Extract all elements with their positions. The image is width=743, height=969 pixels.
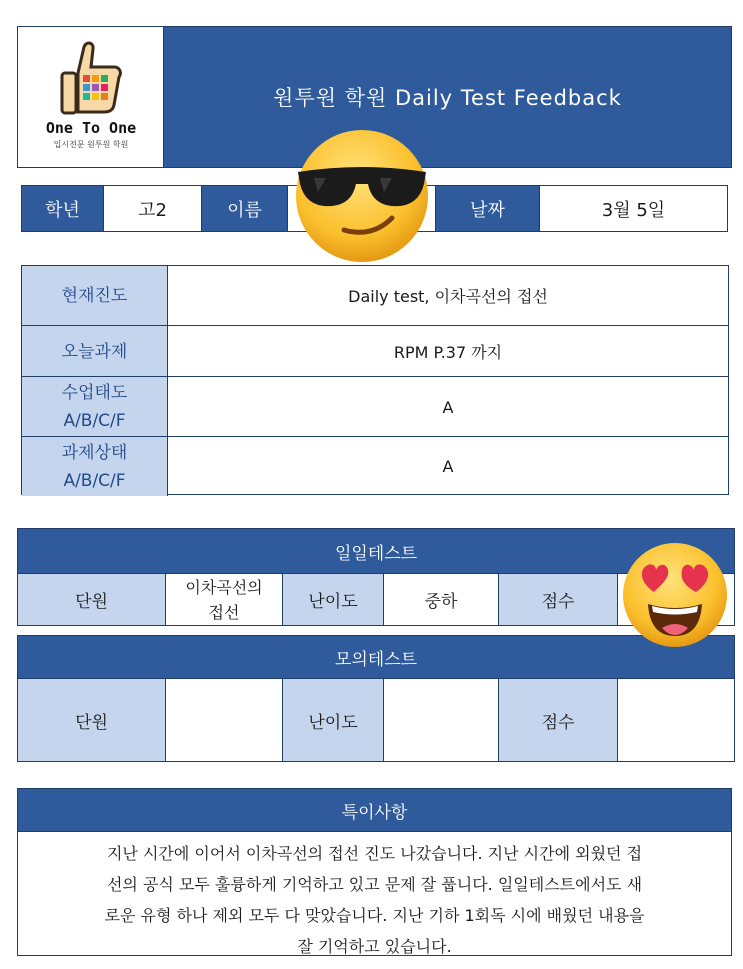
mock-unit-label: 단원 (18, 678, 166, 761)
daily-test-title: 일일테스트 (18, 529, 734, 573)
grade-label: 학년 (21, 185, 104, 232)
mock-test-table (17, 635, 735, 762)
progress-row-homework (22, 325, 728, 377)
homework-status-label: 과제상태 A/B/C/F (22, 437, 168, 496)
attitude-value: A (442, 397, 454, 417)
current-progress-label: 현재진도 (22, 266, 168, 325)
progress-table (21, 265, 729, 495)
daily-difficulty-label: 난이도 (283, 573, 384, 625)
date-label: 날짜 (436, 185, 540, 232)
mock-difficulty-value (384, 678, 499, 761)
notes-body (18, 831, 731, 955)
mock-difficulty-label: 난이도 (283, 678, 384, 761)
thumbs-up-logo-icon (56, 39, 126, 119)
homework-status-value: A (442, 457, 454, 476)
progress-row-homework-status (22, 436, 728, 496)
report-title: 원투원 학원 Daily Test Feedback (164, 27, 731, 167)
notes-title: 특이사항 (18, 789, 731, 831)
progress-row-attitude (22, 376, 728, 437)
notes-line: 잘 기억하고 있습니다. (297, 937, 452, 956)
heart-eyes-emoji-icon (620, 540, 730, 650)
brand-name: One To One (45, 119, 137, 137)
logo (18, 27, 164, 167)
mock-unit-value (166, 678, 283, 761)
mock-score-value (618, 678, 734, 761)
sunglasses-emoji-icon (292, 126, 432, 266)
brand-subtitle: 입시전문 원투원 학원 (53, 140, 129, 149)
name-label: 이름 (202, 185, 288, 232)
notes-line: 선의 공식 모두 훌륭하게 기억하고 있고 문제 잘 풉니다. 일일테스트에서도 새 (106, 875, 643, 894)
mock-test-title: 모의테스트 (18, 636, 734, 678)
mock-score-label: 점수 (499, 678, 618, 761)
homework-value: RPM P.37 까지 (393, 343, 503, 362)
daily-difficulty-value: 중하 (384, 573, 499, 625)
notes-line: 지난 시간에 이어서 이차곡선의 접선 진도 나갔습니다. 지난 시간에 외웠던 접 (106, 844, 643, 863)
attitude-label: 수업태도 A/B/C/F (22, 377, 168, 437)
daily-unit-value: 이차곡선의 접선 (166, 573, 283, 625)
current-progress-value: Daily test, 이차곡선의 접선 (348, 287, 548, 306)
progress-row-current (22, 266, 728, 325)
grade-value: 고2 (104, 185, 202, 232)
daily-score-label: 점수 (499, 573, 618, 625)
daily-unit-label: 단원 (18, 573, 166, 625)
notes-section (17, 788, 732, 956)
homework-label: 오늘과제 (22, 326, 168, 377)
date-value: 3월 5일 (540, 185, 728, 232)
notes-line: 로운 유형 하나 제외 모두 다 맞았습니다. 지난 기하 1회독 시에 배웠던 내용을 (104, 906, 645, 925)
